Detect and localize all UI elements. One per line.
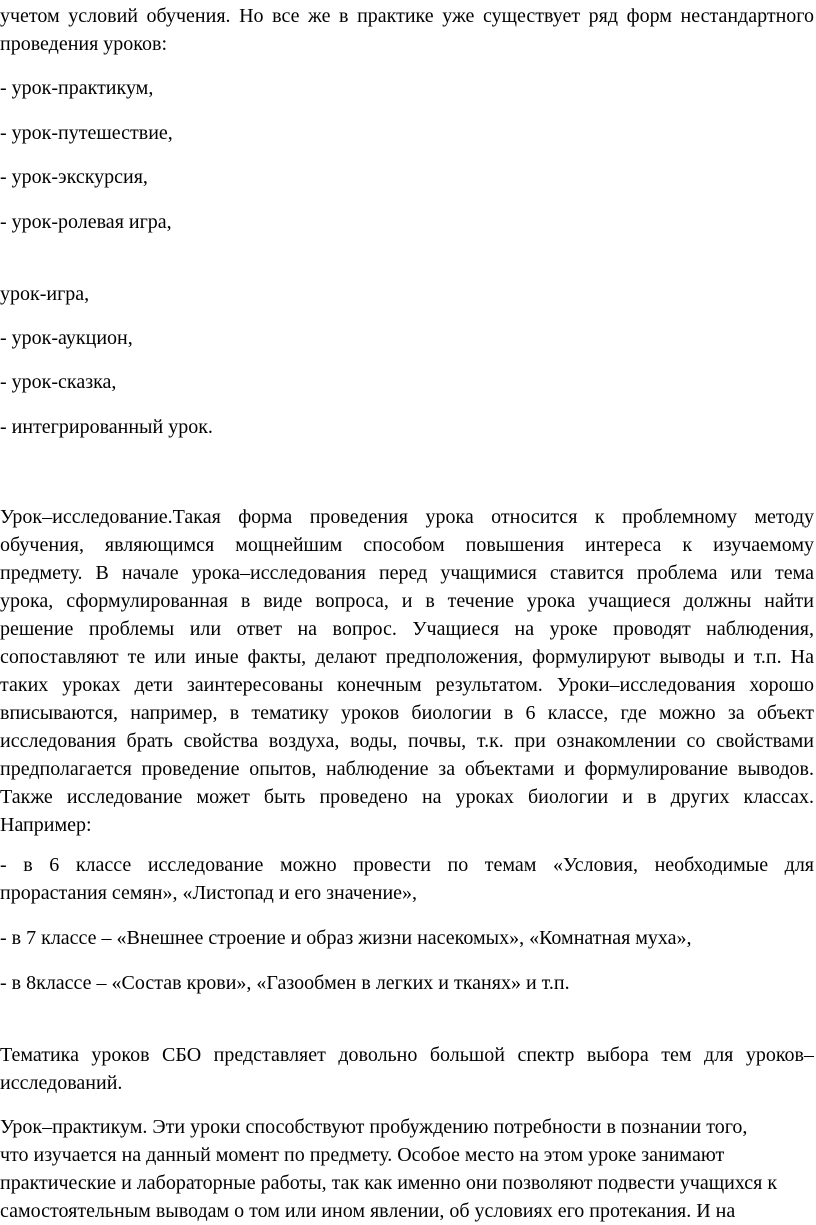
- research-line: Также исследование может быть проведено на уроках биологии и в других классах.: [0, 786, 814, 808]
- example-grade-6-line-2: прорастания семян», «Листопад и его значение»,: [0, 882, 418, 904]
- lesson-form-item: - урок-практикум,: [0, 77, 154, 99]
- example-grade-6: [0, 851, 814, 907]
- example-grade-6-line-1: - в 6 классе исследование можно провести по темам «Условия, необходимые для: [0, 854, 814, 876]
- research-line: сопоставляют те или иные факты, делают предположения, формулируют выводы и т.п. На: [0, 646, 814, 668]
- research-line: вписываются, например, в тематику уроков биологии в 6 классе, где можно за объект: [0, 702, 814, 724]
- research-line: предполагается проведение опытов, наблюдение за объектами и формулирование выводов.: [0, 758, 814, 780]
- research-line: предмету. В начале урока–исследования перед учащимися ставится проблема или тема: [0, 562, 814, 584]
- research-line: обучения, являющимся мощнейшим способом повышения интереса к изучаемому: [0, 534, 814, 556]
- sbo-paragraph: [0, 1041, 814, 1097]
- practicum-line: что изучается на данный момент по предмету. Особое место на этом уроке занимают: [0, 1144, 725, 1166]
- sbo-line-2: исследований.: [0, 1072, 123, 1094]
- practicum-line: практические и лабораторные работы, так как именно они позволяют подвести учащихся к: [0, 1172, 778, 1194]
- research-line: исследования брать свойства воздуха, воды, почвы, т.к. при ознакомлении со свойствами: [0, 730, 814, 752]
- lesson-form-item: - интегрированный урок.: [0, 416, 213, 438]
- intro-paragraph: [0, 2, 814, 58]
- example-grade-8: - в 8классе – «Состав крови», «Газообмен в легких и тканях» и т.п.: [0, 972, 570, 994]
- research-line: таких уроках дети заинтересованы конечным результатом. Уроки–исследования хорошо: [0, 674, 814, 696]
- sbo-line-1: Тематика уроков СБО представляет довольно большой спектр выбора тем для уроков–: [0, 1044, 814, 1066]
- lesson-form-item: - урок-путешествие,: [0, 122, 173, 144]
- research-line: урока, сформулированная в виде вопроса, и в течение урока учащиеся должны найти: [0, 590, 814, 612]
- lesson-form-item: - урок-ролевая игра,: [0, 211, 172, 233]
- research-line: Урок–исследование.Такая форма проведения урока относится к проблемному методу: [0, 506, 814, 528]
- lesson-form-item: - урок-аукцион,: [0, 327, 133, 349]
- intro-line-2: проведения уроков:: [0, 33, 168, 55]
- research-line: Например:: [0, 814, 92, 836]
- lesson-form-item: урок-игра,: [0, 283, 90, 305]
- practicum-paragraph: [0, 1113, 814, 1225]
- lesson-form-item: - урок-экскурсия,: [0, 166, 148, 188]
- practicum-line: самостоятельным выводам о том или ином явлении, об условиях его протекания. И на: [0, 1200, 736, 1222]
- intro-line-1: учетом условий обучения. Но все же в практике уже существует ряд форм нестандартного: [0, 5, 814, 27]
- research-line: решение проблемы или ответ на вопрос. Учащиеся на уроке проводят наблюдения,: [0, 618, 814, 640]
- research-paragraph: [0, 503, 814, 839]
- lesson-form-item: - урок-сказка,: [0, 371, 117, 393]
- practicum-line: Урок–практикум. Эти уроки способствуют пробуждению потребности в познании того,: [0, 1116, 748, 1138]
- example-grade-7: - в 7 классе – «Внешнее строение и образ жизни насекомых», «Комнатная муха»,: [0, 927, 692, 949]
